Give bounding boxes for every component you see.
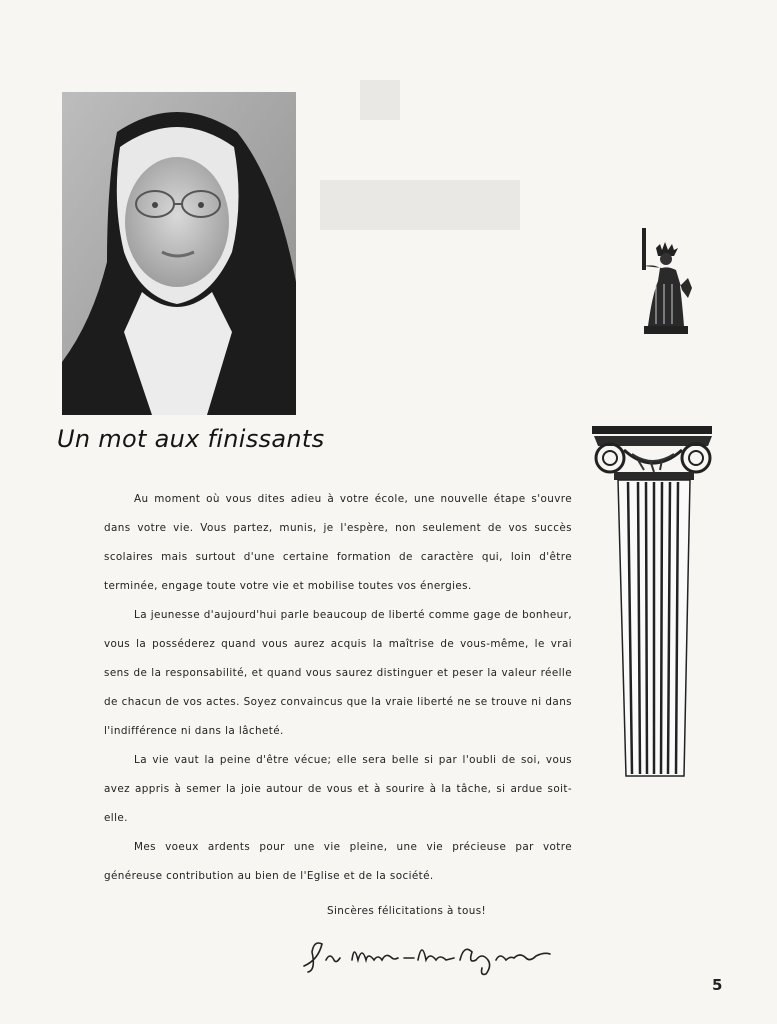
paragraph-2: La jeunesse d'aujourd'hui parle beaucoup de liberté comme gage de bonheur, vous la posséderez quand vous aurez acquis la maîtrise de vous-même, le vrai sens de la responsabilité, et quand vous saurez distinguer et peser la valeur réelle de chacun de vos actes. Soyez convaincus que la vraie liberté ne se trouve ni dans l'indifférence ni dans la lâcheté.: [104, 609, 572, 737]
paragraph-3: La vie vaut la peine d'être vécue; elle sera belle si par l'oubli de soi, vous avez appris à semer la joie autour de vous et à sourire à la tâche, si ardue soit-elle.: [104, 754, 572, 824]
page-title: Un mot aux finissants: [57, 425, 325, 453]
ionic-column-illustration: [588, 420, 718, 782]
closing-line: Sincères félicitations à tous!: [327, 905, 487, 917]
paragraph-1: Au moment où vous dites adieu à votre école, une nouvelle étape s'ouvre dans votre vie. Vous partez, munis, je l'espère, non seulement de vos succès scolaires mais surtout d'une certaine formation de caractère qui, loin d'être terminée, engage toute votre vie et mobilise toutes vos énergies.: [104, 493, 572, 592]
paragraph-4: Mes voeux ardents pour une vie pleine, une vie précieuse par votre généreuse contribution au bien de l'Eglise et de la société.: [104, 841, 572, 882]
letter-body: [104, 485, 572, 891]
portrait-photo: [62, 92, 296, 415]
bleed-through-mark: [300, 60, 600, 360]
page-number: 5: [712, 976, 723, 994]
statue-of-liberty-illustration: [636, 226, 698, 336]
handwritten-signature: [300, 930, 560, 978]
